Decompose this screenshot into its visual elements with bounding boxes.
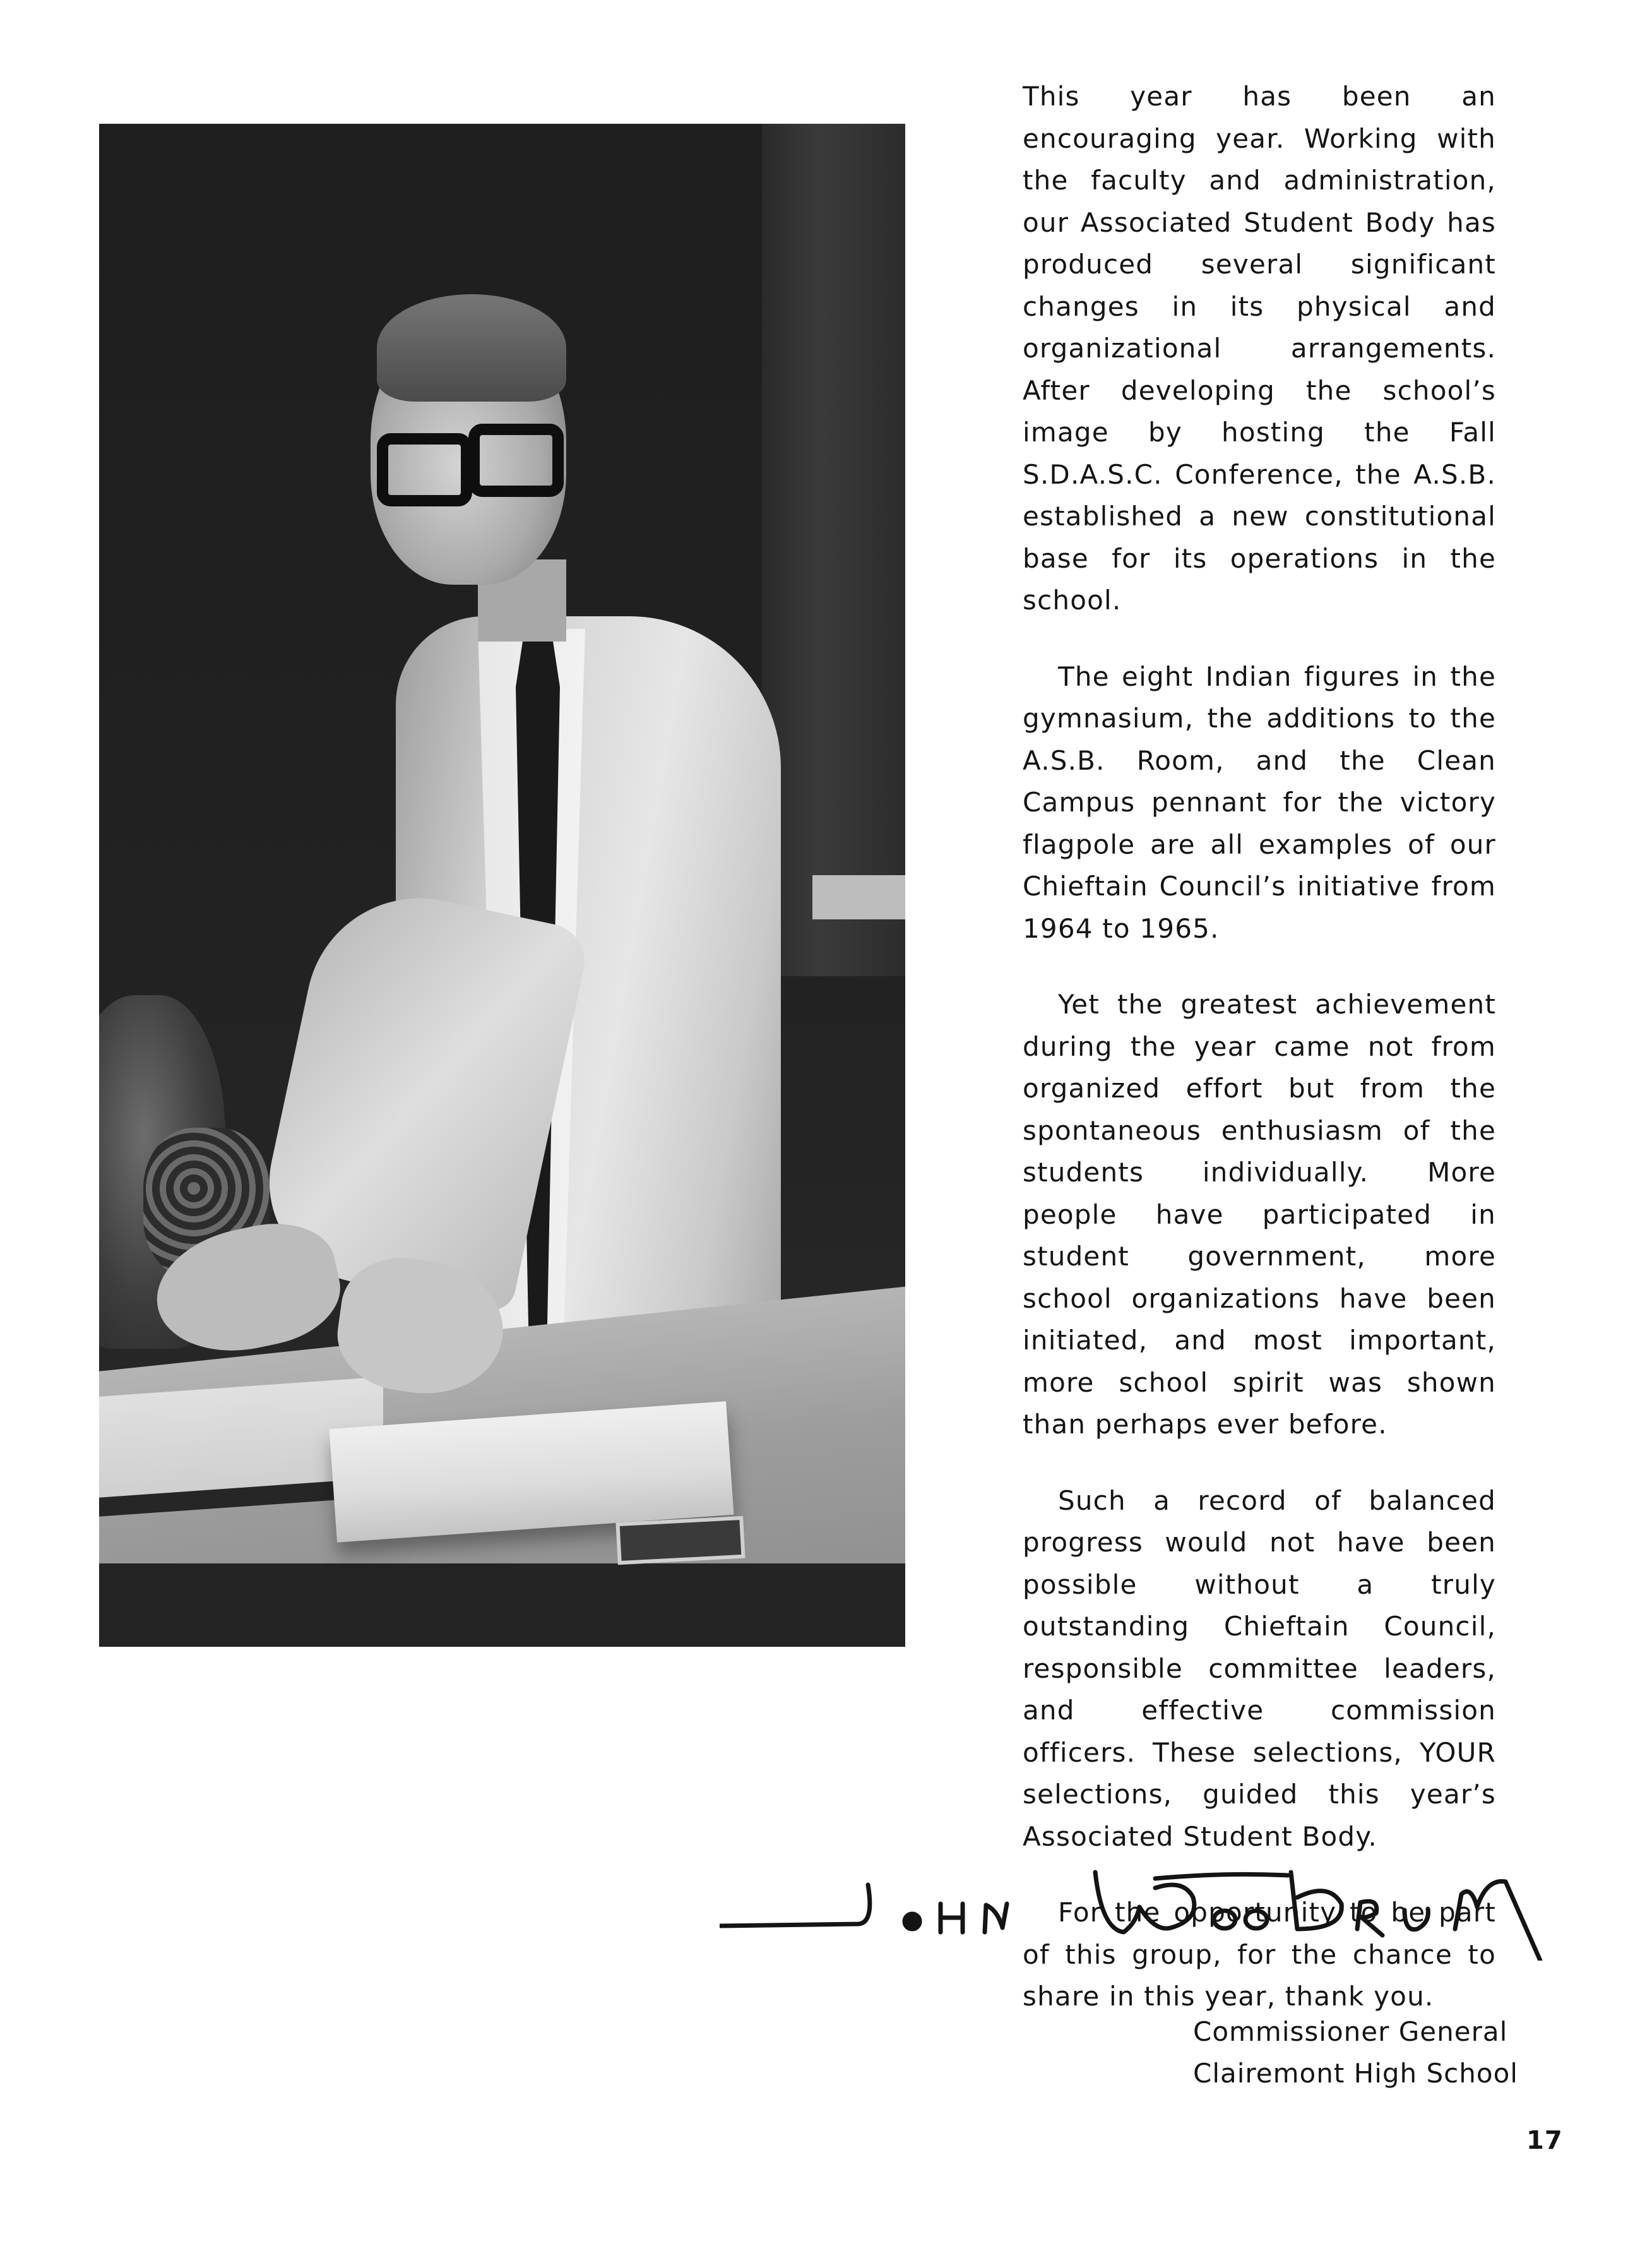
letter-paragraph: This year has been an encouraging year. Working with the faculty and administration, our Associated Student Body has produced several significant changes in its physical and organizational arrangements. After developing the school’s image by hosting the Fall S.D.A.S.C. Conference, the A.S.B. established a new constitutional base for its operations in the school. [1023, 81, 1496, 616]
page-number: 17 [1526, 2126, 1563, 2155]
photo-background-board [762, 124, 905, 976]
signature-drawing [720, 1853, 1553, 1961]
signature [720, 1853, 1553, 1961]
letter-paragraph: Yet the greatest achievement during the year came not from organized effort but from the spontaneous enthusiasm of the students individually. More people have participated in student government, more school organizations have been initiated, and most important, more school spirit was shown than perhaps ever before. [1023, 989, 1496, 1440]
photo-glasses-right [468, 424, 564, 497]
letter-paragraph: For the opportunity to be part of this group, for the chance to share in this year, thank you. [1023, 1897, 1496, 2012]
letter-paragraph: The eight Indian figures in the gymnasium, the additions to the A.S.B. Room, and the Clean Campus pennant for the victory flagpole are all examples of our Chieftain Council’s initiative from 1964 to 1965. [1023, 660, 1496, 944]
photo-hair [377, 294, 566, 402]
photo-glasses-left [377, 433, 472, 506]
letter-body [1023, 76, 1496, 2052]
photo-table-shadow [99, 1563, 905, 1647]
signoff-title: Commissioner General [1193, 2016, 1508, 2047]
signoff [1193, 2011, 1521, 2094]
letter-paragraph: Such a record of balanced progress would not have been possible without a truly outstanding Chieftain Council, responsible committee leaders, and effective commission officers. These selections, YOUR selections, guided this year’s Associated Student Body. [1023, 1484, 1496, 1852]
photo-student-at-table [99, 124, 905, 1647]
signoff-school: Clairemont High School [1193, 2058, 1518, 2089]
photo-card [615, 1516, 745, 1565]
photo-board-strip [812, 875, 905, 919]
